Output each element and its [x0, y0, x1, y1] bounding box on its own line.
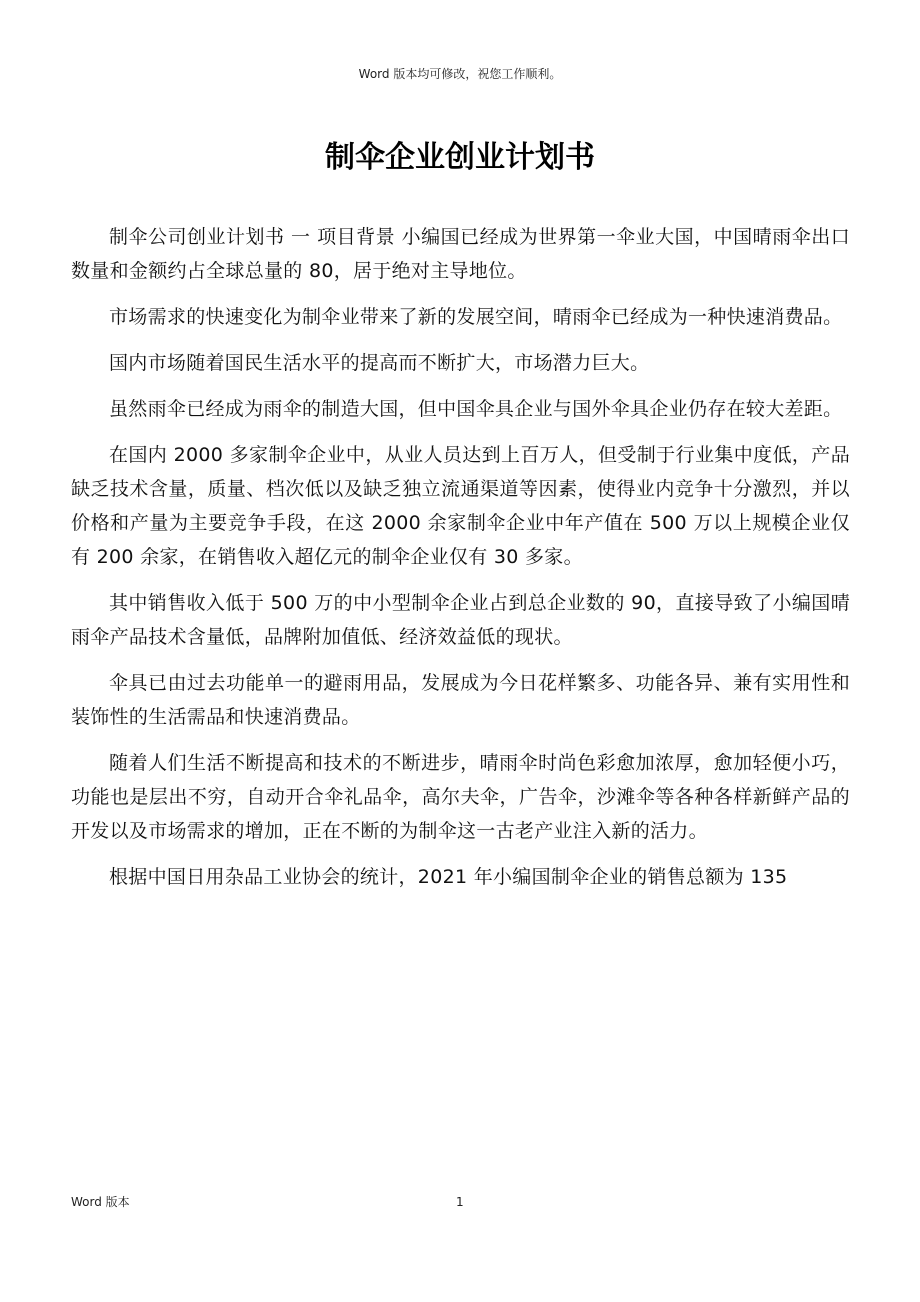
page-footer [71, 1194, 850, 1212]
paragraph: 随着人们生活不断提高和技术的不断进步，晴雨伞时尚色彩愈加浓厚，愈加轻便小巧，功能也是层出不穷，自动开合伞礼品伞，高尔夫伞，广告伞，沙滩伞等各种各样新鲜产品的开发以及市场需求的增加，正在不断的为制伞这一古老产业注入新的活力。 [71, 752, 850, 842]
document-title: 制伞企业创业计划书 [325, 140, 595, 175]
paragraph: 其中销售收入低于 500 万的中小型制伞企业占到总企业数的 90，直接导致了小编国晴雨伞产品技术含量低，品牌附加值低、经济效益低的现状。 [71, 592, 850, 648]
page-number: 1 [456, 1195, 464, 1209]
paragraph: 根据中国日用杂品工业协会的统计，2021 年小编国制伞企业的销售总额为 135 [109, 866, 788, 888]
paragraph: 市场需求的快速变化为制伞业带来了新的发展空间，晴雨伞已经成为一种快速消费品。 [109, 306, 843, 328]
page-header: Word 版本均可修改，祝您工作顺利。 [358, 67, 562, 81]
footer-label: Word 版本 [71, 1195, 130, 1209]
paragraph: 国内市场随着国民生活水平的提高而不断扩大，市场潜力巨大。 [109, 352, 650, 374]
paragraph: 伞具已由过去功能单一的避雨用品，发展成为今日花样繁多、功能各异、兼有实用性和装饰性的生活需品和快速消费品。 [71, 672, 850, 728]
paragraph: 制伞公司创业计划书 一 项目背景 小编国已经成为世界第一伞业大国，中国晴雨伞出口数量和金额约占全球总量的 80，居于绝对主导地位。 [71, 226, 850, 282]
document-body [71, 220, 850, 906]
paragraph: 在国内 2000 多家制伞企业中，从业人员达到上百万人，但受制于行业集中度低，产品缺乏技术含量，质量、档次低以及缺乏独立流通渠道等因素，使得业内竞争十分激烈，并以价格和产量为主要竞争手段，在这 2000 余家制伞企业中年产值在 500 万以上规模企业仅有 200 余家，在销售收入超亿元的制伞企业仅有 30 多家。 [71, 444, 850, 568]
paragraph: 虽然雨伞已经成为雨伞的制造大国，但中国伞具企业与国外伞具企业仍存在较大差距。 [109, 398, 843, 420]
